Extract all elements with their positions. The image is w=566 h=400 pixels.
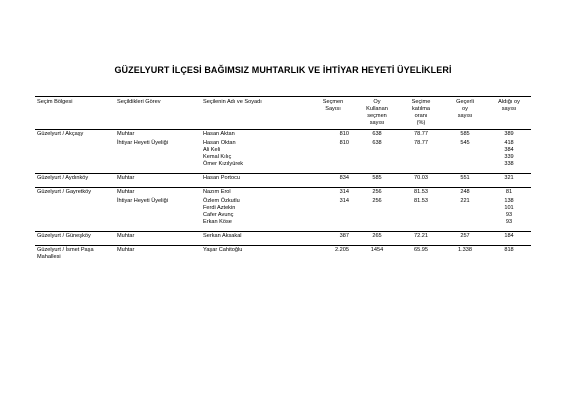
received-votes: 101 — [504, 204, 514, 211]
cell-valid: 545 — [460, 139, 470, 146]
cell-turnout: 81.53 — [414, 197, 428, 204]
received-votes: 138 — [504, 197, 514, 204]
header-received: Aldığı oy sayısı — [487, 97, 531, 130]
cell-used: 638 — [372, 130, 382, 137]
cell-role: İhtiyar Heyeti Üyeliği — [117, 197, 168, 204]
received-votes: 81 — [505, 188, 513, 195]
table-row — [35, 245, 531, 261]
received-votes: 389 — [504, 130, 514, 137]
header-voters: Seçmen Sayısı — [311, 97, 355, 130]
table-row — [35, 129, 531, 138]
cell-used: 256 — [372, 197, 382, 204]
cell-names — [201, 129, 311, 138]
candidate-name: Ferdi Aztekin — [203, 204, 236, 211]
cell-turnout: 81.53 — [399, 187, 443, 196]
candidate-name: Yaşar Cahitoğlu — [203, 246, 243, 253]
cell-valid: 248 — [443, 187, 487, 196]
cell-names — [201, 245, 311, 261]
cell-voters: 314 — [339, 197, 349, 204]
header-row — [35, 97, 531, 130]
cell-received — [487, 129, 531, 138]
candidate-name: Özlem Özkutlu — [203, 197, 240, 204]
cell-turnout: 78.77 — [414, 139, 428, 146]
candidate-name: Ali Keli — [203, 146, 221, 153]
cell-names — [201, 187, 311, 196]
cell-received — [487, 139, 531, 169]
cell-valid: 221 — [460, 197, 470, 204]
received-votes: 338 — [504, 160, 514, 167]
cell-voters: 314 — [311, 187, 355, 196]
received-votes: 339 — [504, 153, 514, 160]
header-used: Oy Kullanan seçmen sayısı — [355, 97, 399, 130]
table-row — [35, 139, 531, 169]
cell-used: 256 — [355, 187, 399, 196]
cell-valid: 1.338 — [443, 245, 487, 261]
cell-voters: 2.205 — [311, 245, 355, 261]
received-votes: 93 — [505, 218, 513, 225]
cell-voters: 834 — [311, 173, 355, 182]
header-role: Seçildikleri Görev — [115, 97, 201, 130]
cell-region — [35, 197, 115, 227]
results-table — [35, 96, 531, 262]
cell-region — [35, 139, 115, 169]
cell-region: Güzelyurt / Güneşköy — [35, 231, 115, 240]
cell-region: Güzelyurt / Akçaşy — [37, 130, 84, 137]
cell-role: Muhtar — [115, 187, 201, 196]
cell-region: Güzelyurt / İsmet Paşa Mahallesi — [35, 245, 115, 261]
cell-valid: 257 — [443, 231, 487, 240]
received-votes: 384 — [504, 146, 514, 153]
cell-names — [201, 173, 311, 182]
candidate-name: Kemal Kılıç — [203, 153, 232, 160]
cell-valid: 585 — [460, 130, 470, 137]
cell-role: Muhtar — [115, 173, 201, 182]
header-region: Seçim Bölgesi — [35, 97, 115, 130]
cell-role: Muhtar — [115, 245, 201, 261]
cell-voters: 387 — [311, 231, 355, 240]
candidate-name: Erkan Köse — [203, 218, 232, 225]
table-row — [35, 173, 531, 182]
cell-voters: 810 — [339, 130, 349, 137]
candidate-name: Serkan Aksakal — [203, 232, 242, 239]
cell-received — [487, 173, 531, 182]
cell-turnout: 65.95 — [399, 245, 443, 261]
cell-received — [487, 187, 531, 196]
received-votes: 184 — [504, 232, 514, 239]
candidate-name: Cafer Avunç — [203, 211, 234, 218]
header-turnout: Seçime katılma oranı (%) — [399, 97, 443, 130]
header-valid: Geçerli oy sayısı — [443, 97, 487, 130]
cell-role: İhtiyar Heyeti Üyeliği — [117, 139, 168, 146]
received-votes: 93 — [505, 211, 513, 218]
candidate-name: Nazım Erol — [203, 188, 231, 195]
cell-turnout: 78.77 — [414, 130, 428, 137]
received-votes: 321 — [504, 174, 514, 181]
cell-turnout: 70.03 — [399, 173, 443, 182]
table-row — [35, 197, 531, 227]
received-votes: 818 — [504, 246, 514, 253]
cell-used: 1454 — [355, 245, 399, 261]
page-title: GÜZELYURT İLÇESİ BAĞIMSIZ MUHTARLIK VE İHTİYAR HEYETİ ÜYELİKLERİ — [114, 65, 452, 75]
cell-used: 585 — [355, 173, 399, 182]
cell-used: 638 — [372, 139, 382, 146]
cell-used: 265 — [355, 231, 399, 240]
cell-received — [487, 245, 531, 261]
cell-received — [487, 197, 531, 227]
cell-role: Muhtar — [115, 231, 201, 240]
cell-region: Güzelyurt / Gayretköy — [35, 187, 115, 196]
cell-names — [201, 197, 311, 227]
table-row — [35, 187, 531, 196]
candidate-name: Hasan Oktan — [203, 139, 236, 146]
table-row — [35, 231, 531, 240]
candidate-name: Hasan Portocu — [203, 174, 241, 181]
candidate-name: Hasan Aktan — [203, 130, 235, 137]
cell-names — [201, 231, 311, 240]
cell-received — [487, 231, 531, 240]
cell-voters: 810 — [339, 139, 349, 146]
cell-role: Muhtar — [117, 130, 135, 137]
header-name: Seçilenin Adı ve Soyadı — [201, 97, 311, 130]
cell-region: Güzelyurt / Aydınköy — [35, 173, 115, 182]
cell-turnout: 72.21 — [399, 231, 443, 240]
cell-valid: 551 — [443, 173, 487, 182]
candidate-name: Ömer Kızılyürek — [203, 160, 244, 167]
cell-names — [201, 139, 311, 169]
received-votes: 418 — [504, 139, 514, 146]
